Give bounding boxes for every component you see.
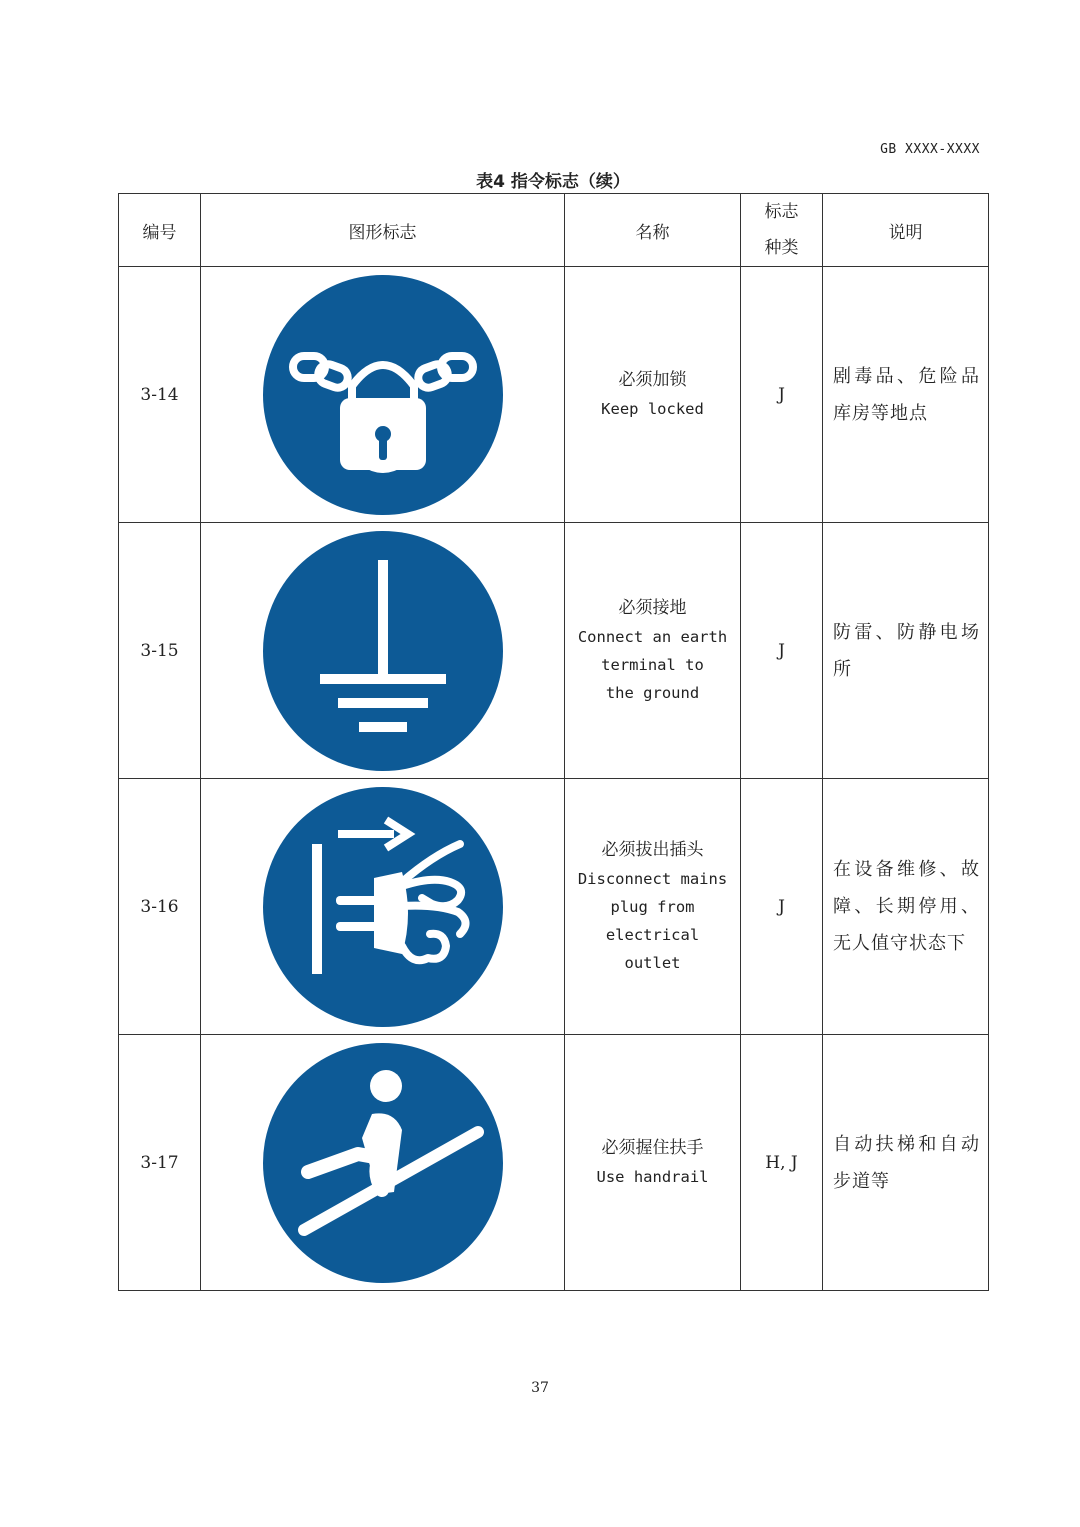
sign-symbol-cell [201, 267, 565, 523]
sign-name-en: Connect an earth terminal to the ground [577, 628, 728, 702]
sign-description: 自动扶梯和自动步道等 [823, 1035, 989, 1291]
column-header-number: 编号 [119, 194, 201, 267]
table-title: 表4 指令标志（续） [476, 172, 630, 192]
column-header-kind-line1: 标志 [764, 202, 799, 222]
sign-number: 3-16 [119, 779, 201, 1035]
sign-name-zh: 必须加锁 [618, 370, 687, 390]
table-row [119, 523, 989, 779]
column-header-symbol: 图形标志 [201, 194, 565, 267]
sign-name-en: Disconnect mains plug from electrical outlet [577, 870, 728, 972]
column-header-name: 名称 [565, 194, 741, 267]
sign-description: 剧毒品、危险品库房等地点 [823, 267, 989, 523]
padlock-chain-icon [262, 274, 504, 516]
earth-ground-icon [262, 530, 504, 772]
sign-name-en: Keep locked [601, 400, 704, 418]
column-header-kind [741, 194, 823, 267]
sign-name-zh: 必须接地 [618, 598, 687, 618]
sign-symbol-cell [201, 779, 565, 1035]
handrail-icon [262, 1042, 504, 1284]
sign-symbol-cell [201, 523, 565, 779]
sign-kind: H, J [741, 1035, 823, 1291]
sign-number: 3-14 [119, 267, 201, 523]
sign-name-cell [565, 523, 741, 779]
sign-symbol-cell [201, 1035, 565, 1291]
table-row [119, 779, 989, 1035]
sign-kind: J [741, 523, 823, 779]
unplug-icon [262, 786, 504, 1028]
sign-description: 在设备维修、故障、长期停用、无人值守状态下 [823, 779, 989, 1035]
page-number: 37 [531, 1380, 549, 1396]
sign-description: 防雷、防静电场所 [823, 523, 989, 779]
column-header-description: 说明 [823, 194, 989, 267]
sign-name-en: Use handrail [596, 1168, 709, 1186]
sign-kind: J [741, 779, 823, 1035]
sign-name-zh: 必须拔出插头 [601, 840, 704, 860]
sign-kind: J [741, 267, 823, 523]
sign-name-cell [565, 267, 741, 523]
table-row [119, 1035, 989, 1291]
table-header-row [119, 194, 989, 267]
table-row [119, 267, 989, 523]
mandatory-signs-table [118, 193, 989, 1291]
sign-name-zh: 必须握住扶手 [601, 1138, 704, 1158]
sign-name-cell [565, 779, 741, 1035]
sign-number: 3-17 [119, 1035, 201, 1291]
sign-name-cell [565, 1035, 741, 1291]
sign-number: 3-15 [119, 523, 201, 779]
column-header-kind-line2: 种类 [764, 238, 799, 258]
standard-code: GB XXXX-XXXX [880, 142, 980, 157]
